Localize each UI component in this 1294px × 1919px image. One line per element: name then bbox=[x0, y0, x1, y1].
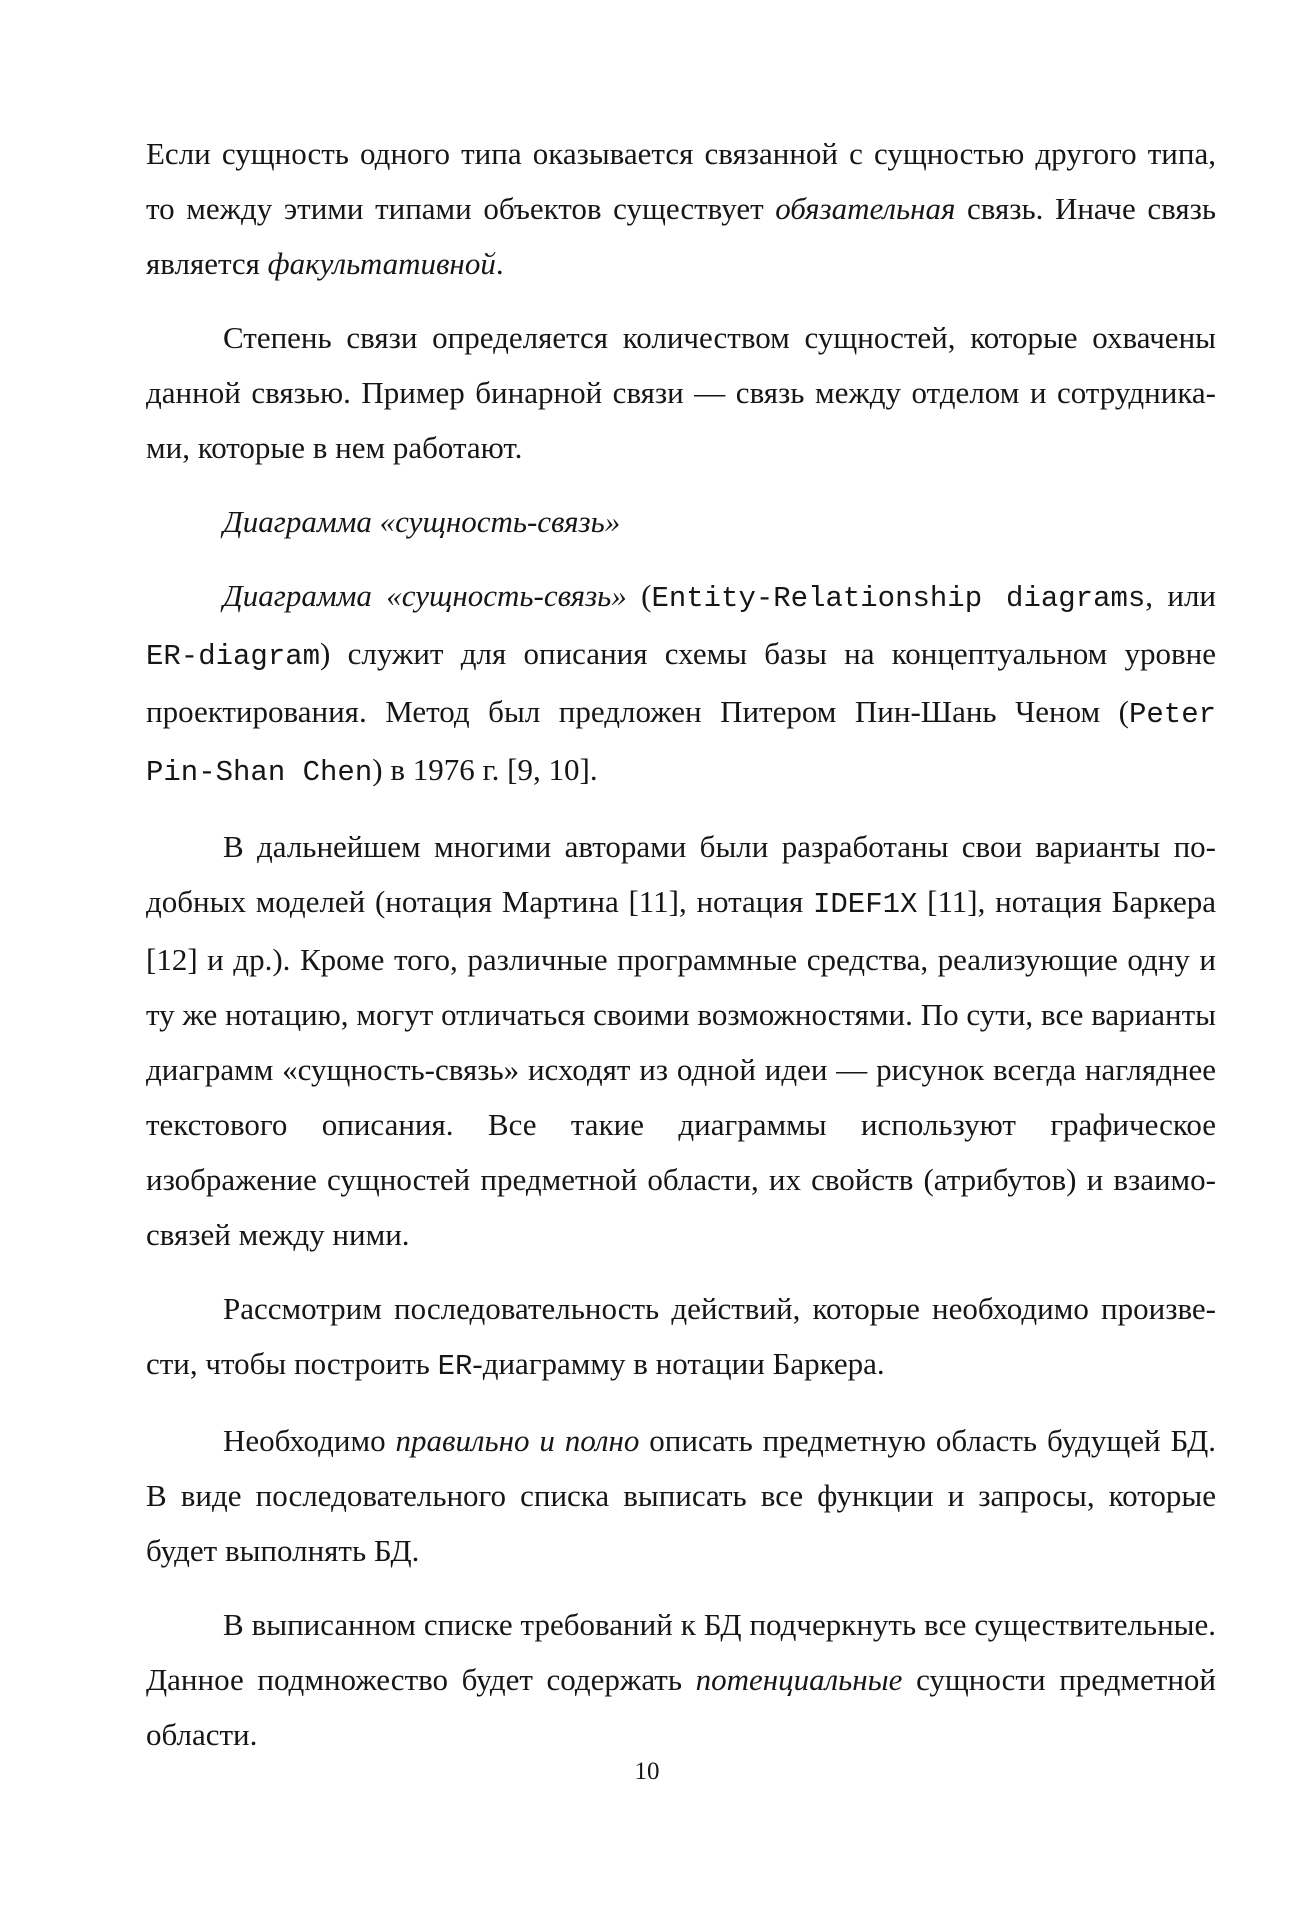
code-er: ER bbox=[437, 1350, 473, 1383]
page-body bbox=[146, 126, 1216, 1762]
text: Если сущность одного типа оказывается связанной с сущностью другого типа, то между этими типами объектов существует bbox=[146, 136, 1216, 226]
text: В выписанном списке требований к БД подчеркнуть все существительные. Данное подмножество будет содержать bbox=[146, 1607, 1216, 1697]
text: ) в 1976 г. [9, 10]. bbox=[372, 752, 598, 787]
paragraph-step-describe-domain bbox=[146, 1413, 1216, 1578]
text: связь. Иначе связь является bbox=[146, 191, 1216, 281]
term-mandatory: обязательная bbox=[775, 191, 956, 226]
text: . bbox=[495, 246, 504, 281]
code-entity-relationship: Entity-Relationship diagrams bbox=[651, 582, 1146, 615]
paragraph-mandatory-relation bbox=[146, 126, 1216, 291]
text: -диаграмму в нотации Баркера. bbox=[472, 1346, 885, 1381]
term-correct-complete: правильно и полно bbox=[395, 1423, 640, 1458]
term-er-diagram: Диаграмма «сущность-связь» bbox=[223, 578, 627, 613]
text: [11], нотация Баркера [12] и др.). Кроме того, различные программные средства, реализующие одну и ту же нотацию, могут отличаться своими возможностями. По сути, все варианты диаграмм «сущность-связь» исходят из одной идеи — рисунок всегда нагляднее текстового описания. Все такие диаграммы используют графическое изображение сущностей предметной области, их свойств (атрибутов) и взаимосвязей между ними. bbox=[146, 884, 1217, 1252]
paragraph-er-diagram-definition bbox=[146, 568, 1216, 800]
text: описать предметную область будущей БД. В виде последовательного списка выписать все функции и запросы, которые будет выполнять БД. bbox=[146, 1423, 1216, 1568]
text: В дальнейшем многими авторами были разработаны свои варианты подобных моделей (нотация Мартина [11], нотация bbox=[146, 829, 1216, 919]
text: сущности предметной области. bbox=[146, 1662, 1217, 1752]
paragraph-notations bbox=[146, 819, 1216, 1262]
code-idef1x: IDEF1X bbox=[812, 888, 918, 921]
text: ( bbox=[626, 578, 652, 613]
page-number: 10 bbox=[634, 1758, 660, 1785]
code-author-name: Peter Pin-Shan Chen bbox=[146, 698, 1216, 789]
code-er-diagram: ER-diagram bbox=[146, 640, 321, 673]
section-heading: Диаграмма «сущность-связь» bbox=[223, 504, 621, 539]
text: Степень связи определяется количеством сущностей, которые охвачены данной связью. Пример бинарной связи — связь между отделом и сотрудниками, которые в нем работают. bbox=[146, 320, 1216, 465]
paragraph-steps-intro bbox=[146, 1281, 1216, 1394]
text: Рассмотрим последовательность действий, которые необходимо произвести, чтобы построить bbox=[146, 1291, 1216, 1381]
text: , или bbox=[1145, 578, 1217, 613]
term-optional: факультативной bbox=[267, 246, 496, 281]
text: ) служит для описания схемы базы на концептуальном уровне проектирования. Метод был предложен Питером Пин-Шань Ченом ( bbox=[146, 636, 1216, 729]
paragraph-step-nouns bbox=[146, 1597, 1216, 1762]
term-potential: потенциальные bbox=[695, 1662, 903, 1697]
text: Необходимо bbox=[223, 1423, 396, 1458]
paragraph-relation-degree bbox=[146, 310, 1216, 475]
